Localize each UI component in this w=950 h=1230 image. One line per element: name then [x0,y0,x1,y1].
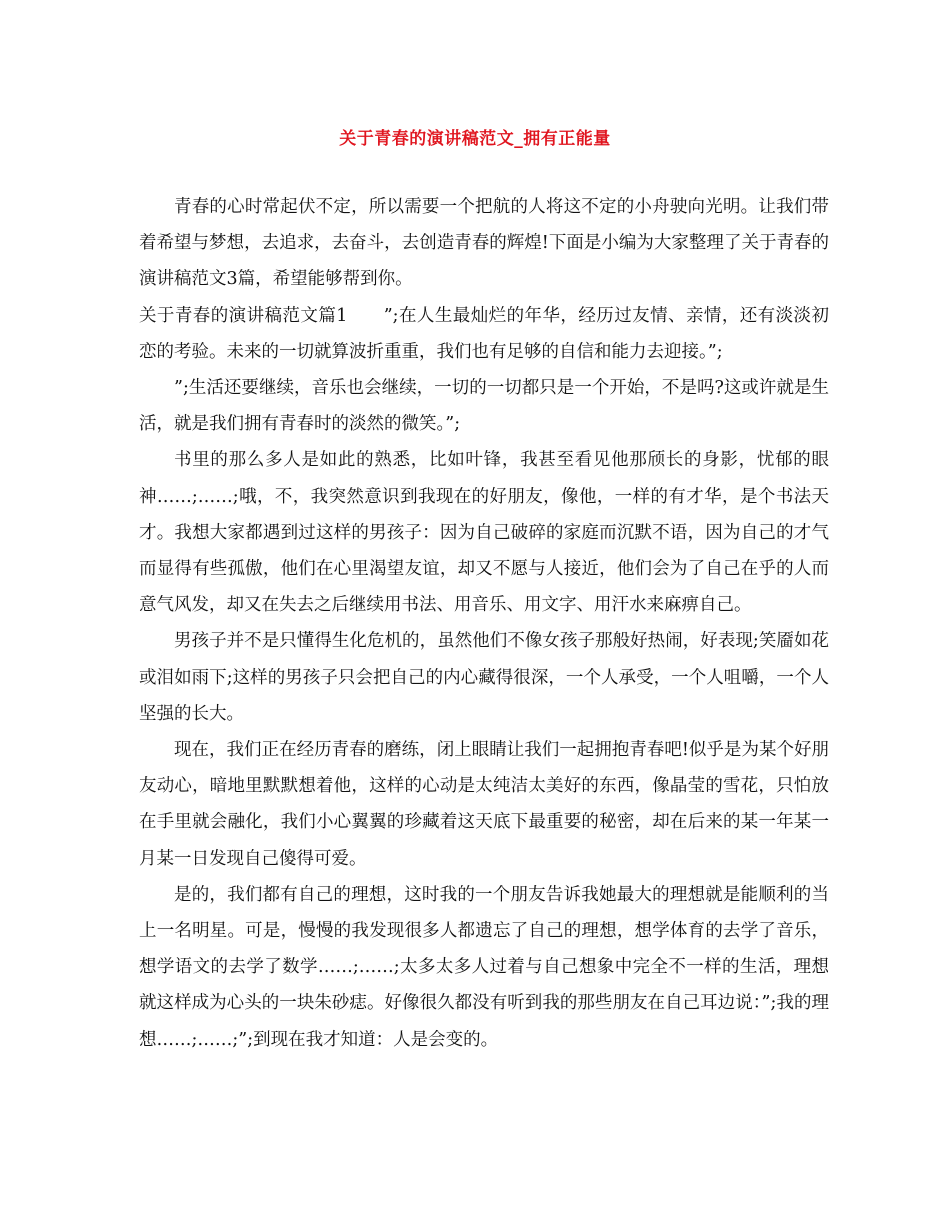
paragraph: 现在，我们正在经历青春的磨练，闭上眼睛让我们一起拥抱青春吧!似乎是为某个好朋友动心，暗地里默默想着他，这样的心动是太纯洁太美好的东西，像晶莹的雪花，只怕放在手里就会融化，我们小心翼翼的珍藏着这天底下最重要的秘密，却在后来的某一年某一月某一日发现自己傻得可爱。 [139,740,829,869]
paragraph-section-heading: 关于青春的演讲稿范文篇1 ”;在人生最灿烂的年华，经历过友情、亲情，还有淡淡初恋的考验。未来的一切就算波折重重，我们也有足够的自信和能力去迎接。”; [139,305,829,362]
paragraph: 男孩子并不是只懂得生化危机的，虽然他们不像女孩子那般好热闹，好表现;笑靥如花或泪如雨下;这样的男孩子只会把自己的内心藏得很深，一个人承受，一个人咀嚼，一个人坚强的长大。 [139,631,829,724]
article-body [139,189,829,1058]
paragraph: 是的，我们都有自己的理想，这时我的一个朋友告诉我她最大的理想就是能顺利的当上一名明星。可是，慢慢的我发现很多人都遗忘了自己的理想，想学体育的去学了音乐，想学语文的去学了数学……;……;太多太多人过着与自己想象中完全不一样的生活，理想就这样成为心头的一块朱砂痣。好像很久都没有听到我的那些朋友在自己耳边说：”;我的理想……;……;”;到现在我才知道：人是会变的。 [139,884,829,1050]
paragraph: 书里的那么多人是如此的熟悉，比如叶锋，我甚至看见他那颀长的身影，忧郁的眼神……;……;哦，不，我突然意识到我现在的好朋友，像他，一样的有才华，是个书法天才。我想大家都遇到过这样的男孩子：因为自己破碎的家庭而沉默不语，因为自己的才气而显得有些孤傲，他们在心里渴望友谊，却又不愿与人接近，他们会为了自己在乎的人而意气风发，却又在失去之后继续用书法、用音乐、用文字、用汗水来麻痹自己。 [139,450,829,616]
paragraph: ”;生活还要继续，音乐也会继续，一切的一切都只是一个开始，不是吗?这或许就是生活，就是我们拥有青春时的淡然的微笑。”; [139,378,829,435]
page-title: 关于青春的演讲稿范文_拥有正能量 [339,129,611,149]
paragraph-intro: 青春的心时常起伏不定，所以需要一个把航的人将这不定的小舟驶向光明。让我们带着希望与梦想，去追求，去奋斗，去创造青春的辉煌!下面是小编为大家整理了关于青春的演讲稿范文3篇，希望能够帮到你。 [139,197,829,290]
